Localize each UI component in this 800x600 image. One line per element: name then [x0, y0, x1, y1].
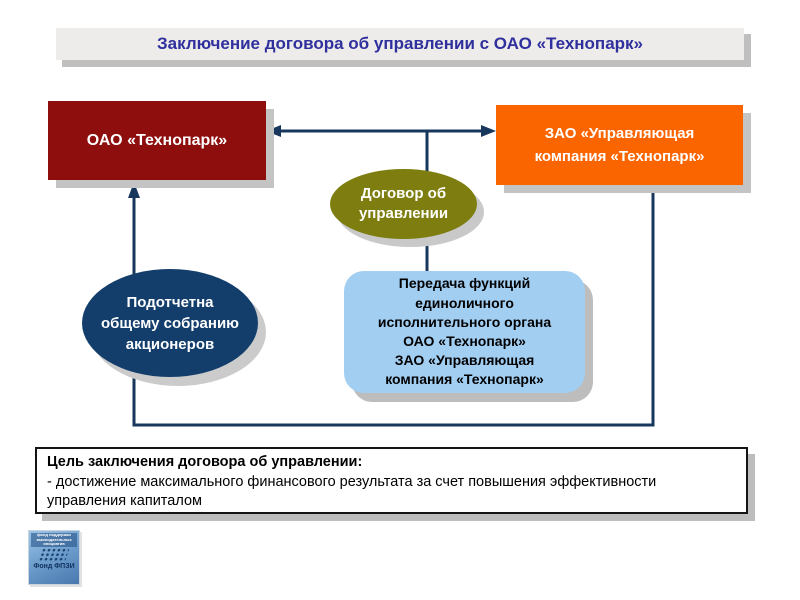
- fund-logo-pattern-icon: [39, 549, 69, 562]
- goal-heading: Цель заключения договора об управлении:: [47, 454, 363, 470]
- management-contract-ellipse: [330, 169, 477, 239]
- slide-title-bar: [55, 27, 744, 60]
- oao-technopark-box: [48, 101, 266, 180]
- fund-logo: [28, 530, 80, 585]
- transfer-line: Передача функций: [398, 275, 531, 292]
- fund-logo-label: Фонд ФПЗИ: [33, 562, 75, 570]
- accountable-label-line3: акционеров: [125, 335, 215, 353]
- zao-label-line2: компания «Технопарк»: [534, 148, 705, 165]
- transfer-line: компания «Технопарк»: [385, 371, 544, 388]
- goal-box: [35, 447, 748, 514]
- contract-label-line2: управлении: [358, 205, 449, 222]
- transfer-line: ЗАО «Управляющая: [394, 352, 535, 369]
- transfer-line: исполнительного органа: [377, 313, 552, 330]
- accountable-label-line1: Подотчетна: [126, 293, 214, 311]
- zao-management-company-box: [496, 105, 743, 185]
- functions-transfer-box: [344, 271, 585, 393]
- fund-logo-top-text: фонд поддержки законодательных инициатив: [31, 533, 77, 547]
- contract-label-line1: Договор об: [360, 184, 447, 202]
- zao-label-line1: ЗАО «Управляющая: [544, 124, 695, 142]
- goal-body: - достижение максимального финансового результата за счет повышения эффективности управления капиталом: [47, 473, 657, 510]
- accountable-label-line2: общему собранию: [100, 314, 239, 332]
- arrowhead-right-icon: [481, 125, 496, 137]
- transfer-line: ОАО «Технопарк»: [403, 333, 526, 349]
- slide-title: Заключение договора об управлении с ОАО «Технопарк»: [157, 34, 643, 53]
- oao-technopark-label: ОАО «Технопарк»: [86, 131, 228, 149]
- arrowhead-left-icon: [266, 125, 281, 137]
- accountable-to-shareholders-ellipse: [82, 269, 258, 377]
- transfer-line: единоличного: [415, 294, 514, 311]
- arrowhead-up-icon: [128, 182, 140, 198]
